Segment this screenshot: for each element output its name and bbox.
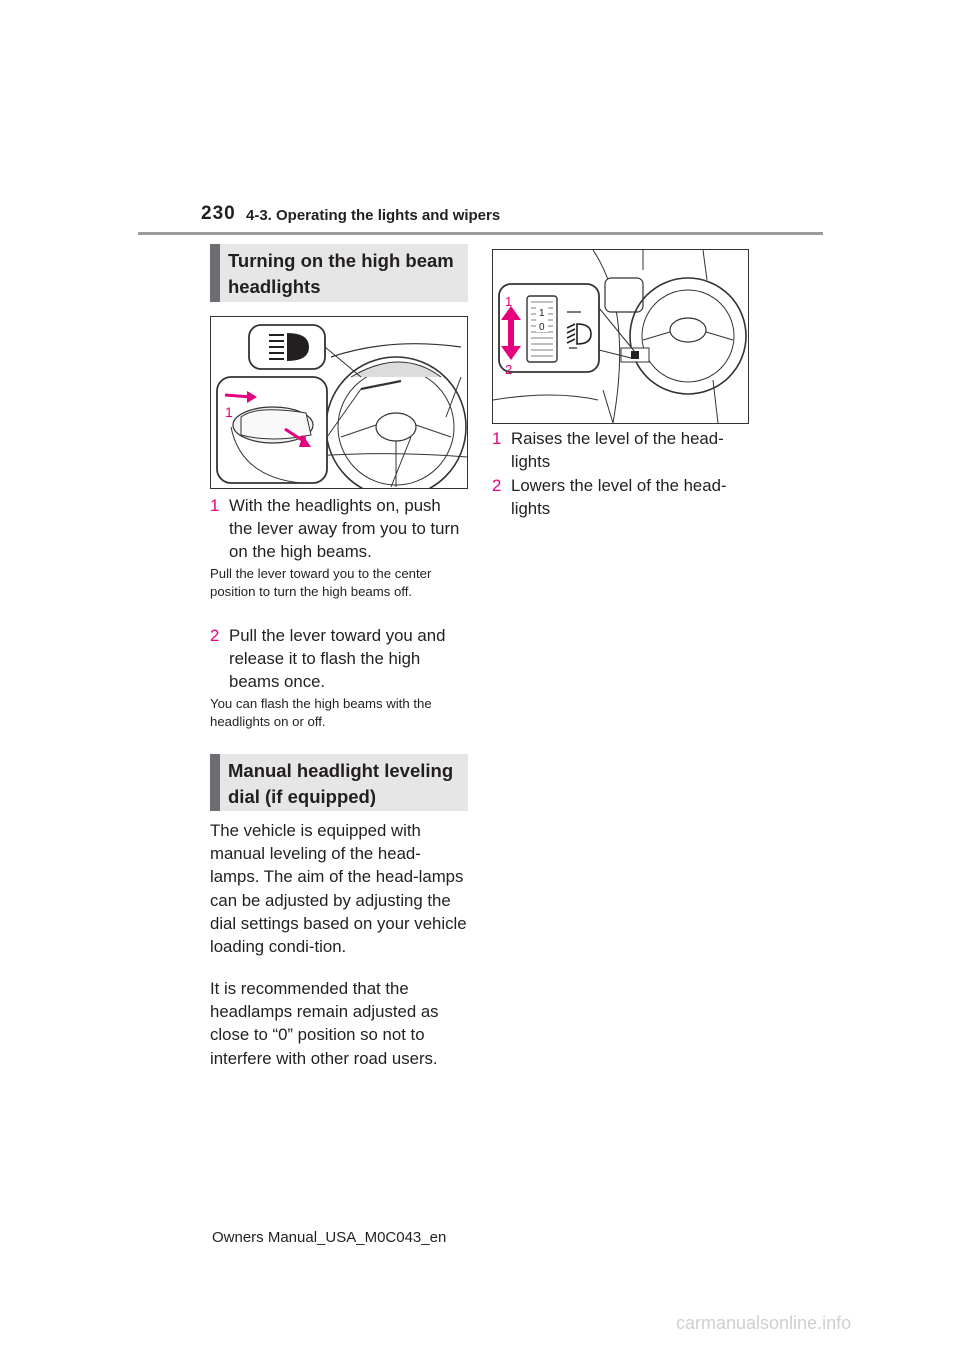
figure1-callout-2: 2 bbox=[299, 432, 307, 448]
step-2-lower-level bbox=[492, 474, 750, 520]
step-text: Raises the level of the head-lights bbox=[511, 429, 724, 471]
section-title: 4-3. Operating the lights and wipers bbox=[246, 207, 501, 224]
step-number: 2 bbox=[492, 476, 502, 495]
figure-high-beam-lever bbox=[210, 316, 468, 489]
footer-manual-id: Owners Manual_USA_M0C043_en bbox=[212, 1229, 447, 1246]
dial-label-0: 0 bbox=[539, 322, 545, 333]
dial-label-1: 1 bbox=[539, 308, 545, 319]
step-2-flash-high-beams bbox=[210, 624, 468, 693]
paragraph-recommendation: It is recommended that the headlamps remain adjusted as close to “0” position so not to interfere with other road users. bbox=[210, 979, 439, 1068]
step-text: With the headlights on, push the lever away from you to turn on the high beams. bbox=[229, 496, 460, 561]
step-text: Pull the lever toward you and release it to flash the high beams once. bbox=[229, 626, 446, 691]
page-number: 230 bbox=[201, 203, 236, 224]
step-1-raise-level bbox=[492, 427, 750, 473]
figure-leveling-dial bbox=[492, 249, 749, 424]
step-text: Lowers the level of the head-lights bbox=[511, 476, 727, 518]
step-1-push-lever bbox=[210, 494, 468, 563]
step-number: 1 bbox=[210, 496, 220, 515]
heading-high-beam: Turning on the high beam headlights bbox=[210, 244, 468, 302]
step-number: 2 bbox=[210, 626, 220, 645]
paragraph-leveling-description: The vehicle is equipped with manual leveling of the head-lamps. The aim of the head-lamps can be adjusted by adjusting the dial settings based on your vehicle loading condi-tion. bbox=[210, 821, 467, 957]
step-number: 1 bbox=[492, 429, 502, 448]
heading-leveling-dial: Manual headlight leveling dial (if equipped) bbox=[210, 754, 468, 811]
header-rule bbox=[138, 232, 823, 235]
note-flash: You can flash the high beams with the headlights on or off. bbox=[210, 696, 432, 729]
note-high-beams-off: Pull the lever toward you to the center position to turn the high beams off. bbox=[210, 566, 432, 599]
figure2-callout-1: 1 bbox=[505, 294, 513, 309]
figure1-callout-1: 1 bbox=[225, 404, 233, 420]
watermark: carmanualsonline.info bbox=[676, 1313, 852, 1333]
figure2-callout-2: 2 bbox=[505, 362, 513, 377]
